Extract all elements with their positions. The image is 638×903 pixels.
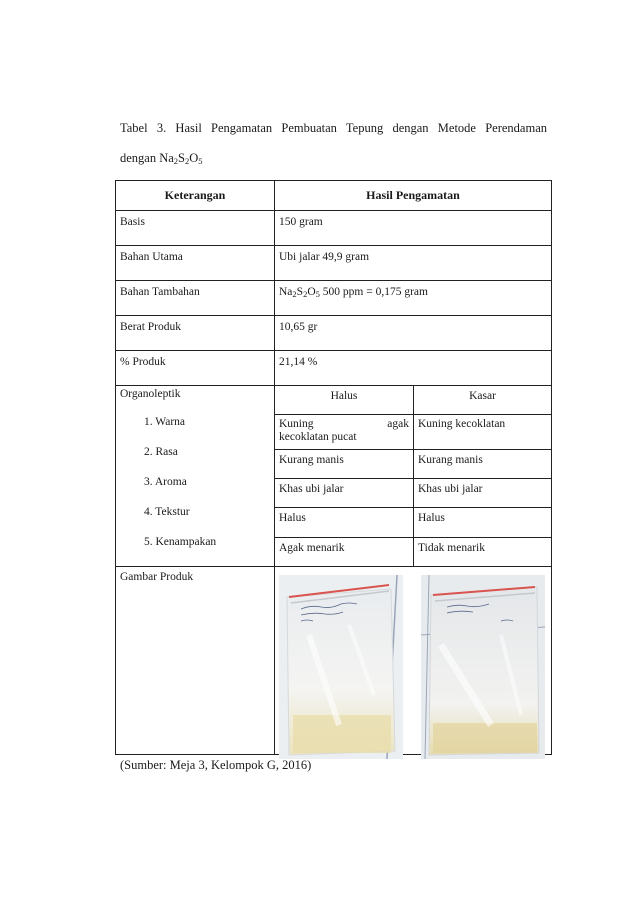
warna-halus: Kuning agak kecoklatan pucat <box>275 415 414 449</box>
list-item: 5. Kenampakan <box>144 536 217 548</box>
row-value: 21,14 % <box>275 351 552 386</box>
gambar-label: Gambar Produk <box>116 567 275 755</box>
header-keterangan: Keterangan <box>116 181 275 211</box>
organoleptik-cell <box>116 386 275 567</box>
row-value: $Na_2S_2O_5$ 500 ppm = 0,175 gram <box>275 281 552 316</box>
table-row <box>116 246 552 281</box>
table-row <box>116 281 552 316</box>
gambar-cell <box>275 567 552 755</box>
row-value: Ubi jalar 49,9 gram <box>275 246 552 281</box>
row-label: Bahan Utama <box>116 246 275 281</box>
warna-kasar: Kuning kecoklatan <box>414 415 552 449</box>
aroma-kasar: Khas ubi jalar <box>414 479 552 508</box>
table-caption-line1: Tabel 3. Hasil Pengamatan Pembuatan Tepung dengan Metode Perendaman <box>120 121 547 135</box>
observation-table <box>115 180 552 755</box>
source-note: (Sumber: Meja 3, Kelompok G, 2016) <box>120 758 312 772</box>
tekstur-kasar: Halus <box>414 508 552 537</box>
table-row <box>116 211 552 246</box>
row-value: 150 gram <box>275 211 552 246</box>
row-label: Bahan Tambahan <box>116 281 275 316</box>
table-row <box>116 316 552 351</box>
kenampakan-kasar: Tidak menarik <box>414 537 552 566</box>
row-label: Basis <box>116 211 275 246</box>
row-value: 10,65 gr <box>275 316 552 351</box>
product-photo-kasar <box>421 575 545 759</box>
col-halus: Halus <box>275 386 414 415</box>
aroma-halus: Khas ubi jalar <box>275 479 414 508</box>
row-label: % Produk <box>116 351 275 386</box>
col-kasar: Kasar <box>414 386 552 415</box>
header-hasil: Hasil Pengamatan <box>275 181 552 211</box>
rasa-halus: Kurang manis <box>275 449 414 478</box>
list-item: 3. Aroma <box>144 476 187 488</box>
list-item: 2. Rasa <box>144 446 178 458</box>
kenampakan-halus: Agak menarik <box>275 537 414 566</box>
table-caption-line2: dengan $Na_2S_2O_5$ <box>120 151 203 166</box>
list-item: 4. Tekstur <box>144 506 190 518</box>
rasa-kasar: Kurang manis <box>414 449 552 478</box>
tekstur-halus: Halus <box>275 508 414 537</box>
table-row <box>116 351 552 386</box>
list-item: 1. Warna <box>144 416 186 428</box>
row-label: Berat Produk <box>116 316 275 351</box>
organoleptik-title: Organoleptik <box>120 388 181 400</box>
product-photo-halus <box>279 575 403 759</box>
